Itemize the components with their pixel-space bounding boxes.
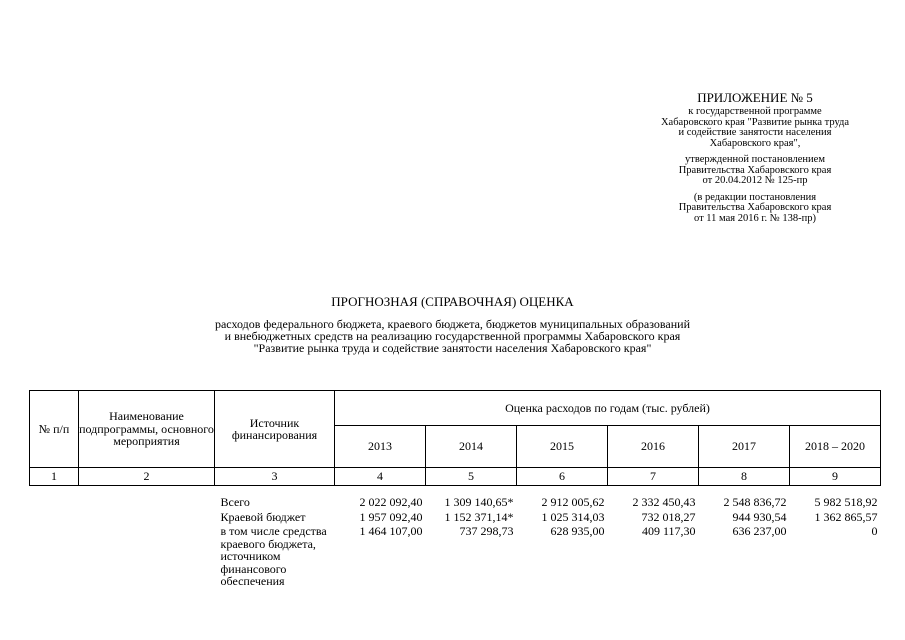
appendix-line: Хабаровского края", [709,137,801,149]
row-value: 737 298,73 [459,524,514,538]
row-value: 0 [871,524,878,538]
column-number: 7 [608,468,699,486]
row-value: 409 117,30 [641,524,696,538]
row-value: 2 332 450,43 [632,495,696,509]
document-title: ПРОГНОЗНАЯ (СПРАВОЧНАЯ) ОЦЕНКА [331,294,574,309]
row-number [30,494,79,509]
column-number: 5 [426,468,517,486]
row-value: 1 025 314,03 [541,509,605,524]
appendix-line: (в редакции постановления [693,191,817,203]
row-source: Всего [220,495,250,509]
subtitle-line: расходов федерального бюджета, краевого бюджета, бюджетов муниципальных образований [214,317,690,331]
header-year: 2014 [426,426,517,468]
appendix-line: Хабаровского края "Развитие рынка труда [660,116,850,128]
column-number: 9 [790,468,881,486]
row-value: 2 548 836,72 [723,495,787,509]
row-number [30,523,79,588]
row-value: 2 022 092,40 [359,495,423,509]
appendix-line: к государственной программе [688,106,822,117]
appendix-heading: ПРИЛОЖЕНИЕ № 5 [697,90,813,105]
row-name [79,523,215,588]
subtitle-line: "Развитие рынка труда и содействие занятости населения Хабаровского края" [253,341,652,355]
appendix-block [610,90,900,224]
table-row [30,494,881,509]
header-number: № п/п [30,391,79,468]
column-number: 2 [79,468,215,486]
column-number: 6 [517,468,608,486]
appendix-line: и содействие занятости населения [678,127,832,138]
header-year: 2017 [699,426,790,468]
row-source: в том числе средства краевого бюджета, источником финансового обеспечения [220,524,327,588]
column-number-row [30,468,881,486]
row-value: 636 237,00 [732,524,787,538]
row-value: 1 362 865,57 [814,509,878,524]
row-name [79,494,215,509]
row-value: 1 464 107,00 [359,524,423,538]
appendix-line: Правительства Хабаровского края [678,202,832,213]
column-number: 1 [30,468,79,486]
header-program-name: Наименование подпрограммы, основного мероприятия [79,391,215,468]
header-estimate: Оценка расходов по годам (тыс. рублей) [335,391,881,426]
row-source: Краевой бюджет [220,509,306,524]
appendix-line: утвержденной постановлением [685,154,825,165]
subtitle-line: и внебюджетных средств на реализацию государственной программы Хабаровского края [224,329,681,343]
header-year: 2018 – 2020 [790,426,881,468]
table-row [30,509,881,524]
row-value: 732 018,27 [641,509,696,524]
row-value: 1 152 371,14* [444,509,514,524]
header-year: 2015 [517,426,608,468]
appendix-line: от 20.04.2012 № 125-пр [702,175,808,186]
appendix-line: Правительства Хабаровского края [678,164,832,176]
column-number: 4 [335,468,426,486]
header-funding-source: Источник финансирования [215,391,335,468]
row-value: 5 982 518,92 [814,495,878,509]
header-year: 2016 [608,426,699,468]
row-number [30,509,79,524]
row-value: 2 912 005,62 [541,495,605,509]
expenditure-table [29,390,881,588]
row-name [79,509,215,524]
row-value: 1 309 140,65* [444,495,514,509]
appendix-line: от 11 мая 2016 г. № 138-пр) [693,212,816,224]
document-subtitle [0,318,905,354]
column-number: 8 [699,468,790,486]
row-value: 628 935,00 [550,524,605,538]
column-number: 3 [215,468,335,486]
table-row [30,523,881,588]
row-value: 1 957 092,40 [359,509,423,524]
row-value: 944 930,54 [732,509,787,524]
header-year: 2013 [335,426,426,468]
